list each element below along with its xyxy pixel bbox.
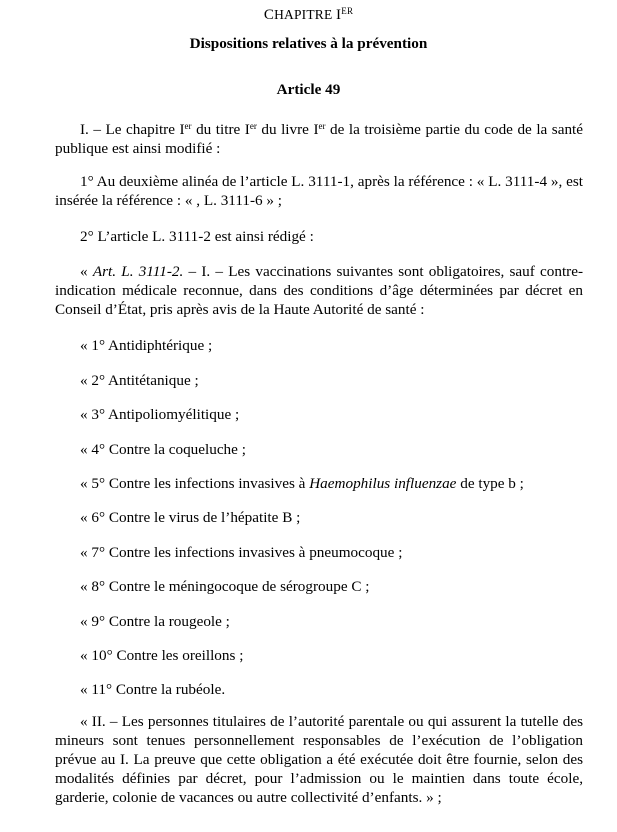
list-item-1: « 1° Antidiphtérique ; (80, 337, 213, 354)
p1-text-b: du titre I (191, 121, 250, 138)
list-item-8: « 8° Contre le méningocoque de sérogroupe C ; (80, 578, 370, 595)
chapter-heading (0, 6, 617, 24)
list-item-10: « 10° Contre les oreillons ; (80, 647, 244, 664)
list-item-9: « 9° Contre la rougeole ; (80, 613, 230, 630)
p1-text-c: du livre I (256, 121, 319, 138)
list-item-6: « 6° Contre le virus de l’hépatite B ; (80, 509, 301, 526)
item5-species: Haemophilus influenzae (309, 475, 457, 492)
p1-sup-2: er (249, 121, 257, 131)
list-item-5 (80, 474, 524, 493)
p4-text: – I. – Les vaccinations suivantes sont obligatoires, sauf contre-indication médicale reconnue, dans des conditions d’âge déterminées par décret en Conseil d’État, pris après avis de la Haute Autorité de santé : (55, 263, 584, 318)
paragraph-2: 1° Au deuxième alinéa de l’article L. 3111-1, après la référence : « L. 3111-4 », est insérée la référence : « , L. 3111-6 » ; (55, 173, 583, 209)
section-title: Dispositions relatives à la prévention (189, 35, 428, 52)
item5-text-a: « 5° Contre les infections invasives à (80, 475, 310, 492)
chapter-word-rest: HAPITRE (274, 7, 333, 22)
article-title: Article 49 (276, 81, 341, 98)
chapter-word-initial: C (263, 7, 275, 23)
p1-sup-1: er (184, 121, 192, 131)
item5-text-b: de type b ; (456, 475, 524, 492)
p1-sup-3: er (318, 121, 326, 131)
paragraph-4 (55, 262, 583, 319)
list-item-3: « 3° Antipoliomyélitique ; (80, 406, 240, 423)
p1-text-a: I. – Le chapitre I (80, 121, 185, 138)
p1-text-d: de la troisième partie du code de la santé publique est ainsi modifié : (55, 121, 584, 157)
paragraph-5: « II. – Les personnes titulaires de l’autorité parentale ou qui assurent la tutelle des mineurs sont tenues personnellement responsables de l’exécution de l’obligation prévue au I. La preuve que cette obligation a été exécutée doit être fournie, selon des modalités définies par décret, pour l’admission ou le maintien dans toute école, garderie, colonie de vacances ou autre collectivité d’enfants. » ; (55, 713, 583, 806)
list-item-11: « 11° Contre la rubéole. (80, 681, 226, 698)
paragraph-1 (55, 117, 583, 158)
p4-article-ref: Art. L. 3111-2. (92, 263, 184, 280)
paragraph-3: 2° L’article L. 3111-2 est ainsi rédigé : (80, 228, 314, 245)
chapter-number: I (336, 7, 342, 23)
list-item-2: « 2° Antitétanique ; (80, 372, 199, 389)
chapter-number-suffix: ER (341, 6, 354, 16)
list-item-4: « 4° Contre la coqueluche ; (80, 441, 246, 458)
p4-open-quote: « (80, 263, 93, 280)
list-item-7: « 7° Contre les infections invasives à pneumocoque ; (80, 544, 403, 561)
